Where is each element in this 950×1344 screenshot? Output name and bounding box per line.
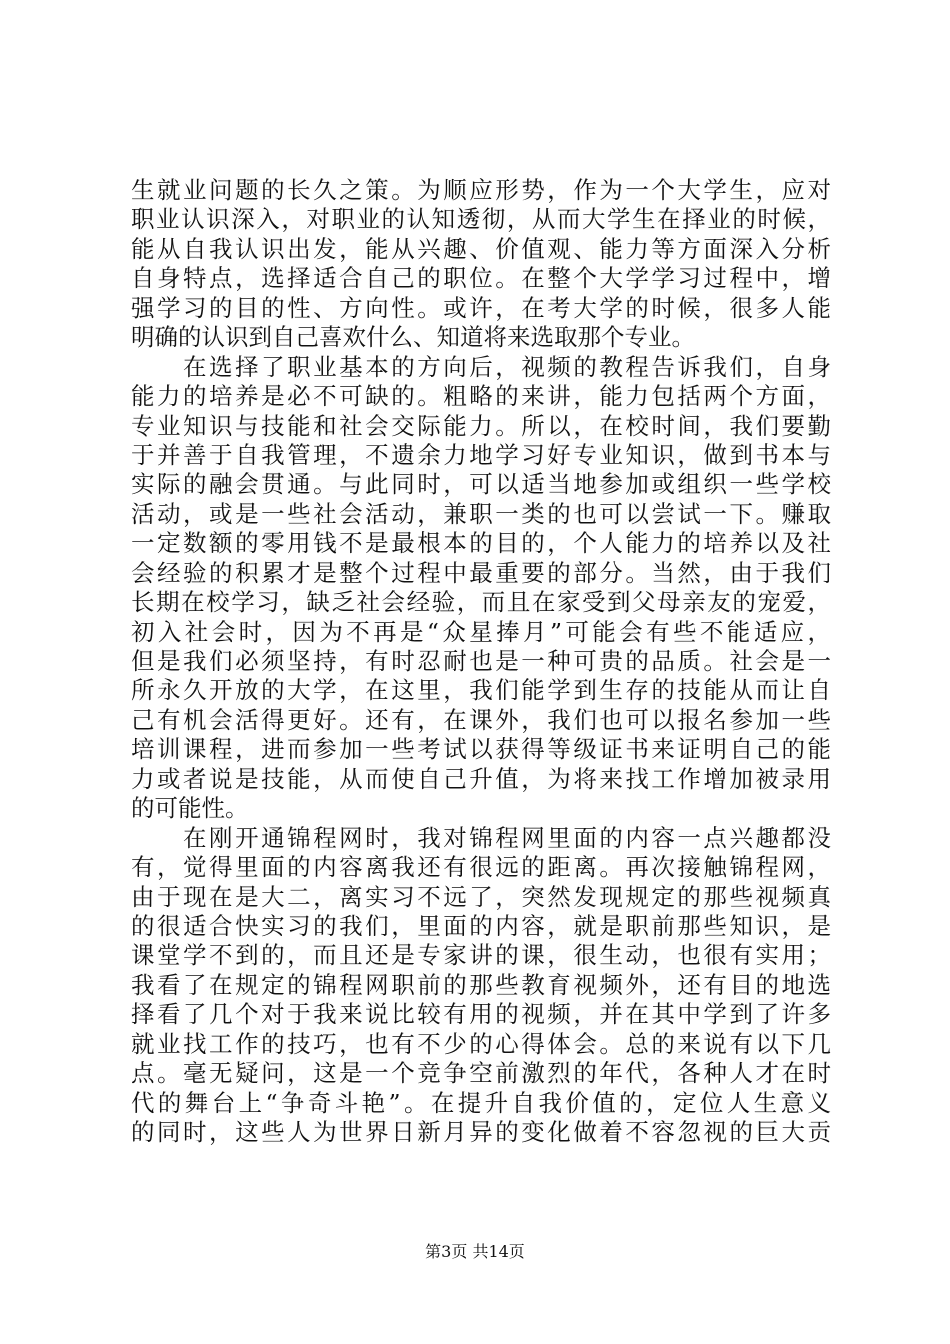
text-line: 代的舞台上“争奇斗艳”。在提升自我价值的，定位人生意义 <box>131 1088 831 1117</box>
text-line: 点。毫无疑问，这是一个竞争空前激烈的年代，各种人才在时 <box>131 1059 831 1088</box>
text-line: 强学习的目的性、方向性。或许，在考大学的时候，很多人能 <box>131 293 831 322</box>
page-number-footer: 第3页 共14页 <box>425 1242 525 1261</box>
text-line: 长期在校学习，缺乏社会经验，而且在家受到父母亲友的宠爱， <box>131 588 831 617</box>
text-line: 力或者说是技能，从而使自己升值，为将来找工作增加被录用 <box>131 764 831 793</box>
text-line: 的同时，这些人为世界日新月异的变化做着不容忽视的巨大贡 <box>131 1118 831 1146</box>
text-line: 课堂学不到的，而且还是专家讲的课，很生动，也很有实用； <box>131 941 831 970</box>
text-line: 职业认识深入，对职业的认知透彻，从而大学生在择业的时候， <box>131 205 831 234</box>
text-line: 择看了几个对于我来说比较有用的视频，并在其中学到了许多 <box>131 1000 831 1029</box>
text-line: 生就业问题的长久之策。为顺应形势，作为一个大学生，应对 <box>131 176 831 204</box>
text-line: 在刚开通锦程网时，我对锦程网里面的内容一点兴趣都没 <box>131 823 831 852</box>
text-line: 所永久开放的大学，在这里，我们能学到生存的技能从而让自 <box>131 676 831 705</box>
text-line: 培训课程，进而参加一些考试以获得等级证书来证明自己的能 <box>131 735 831 764</box>
text-line: 但是我们必须坚持，有时忍耐也是一种可贵的品质。社会是一 <box>131 647 831 675</box>
text-line: 活动，或是一些社会活动，兼职一类的也可以尝试一下。赚取 <box>131 499 831 528</box>
text-line: 能从自我认识出发，能从兴趣、价值观、能力等方面深入分析 <box>131 234 831 263</box>
text-line: 专业知识与技能和社会交际能力。所以，在校时间，我们要勤 <box>131 411 831 440</box>
text-line: 己有机会活得更好。还有，在课外，我们也可以报名参加一些 <box>131 705 831 734</box>
text-line: 初入社会时，因为不再是“众星捧月”可能会有些不能适应， <box>131 617 831 646</box>
text-line: 自身特点，选择适合自己的职位。在整个大学学习过程中，增 <box>131 264 831 293</box>
text-line: 有，觉得里面的内容离我还有很远的距离。再次接触锦程网， <box>131 853 831 882</box>
text-line: 实际的融会贯通。与此同时，可以适当地参加或组织一些学校 <box>131 470 831 499</box>
text-line: 在选择了职业基本的方向后，视频的教程告诉我们，自身 <box>131 352 831 381</box>
text-line: 我看了在规定的锦程网职前的那些教育视频外，还有目的地选 <box>131 970 831 999</box>
text-line: 的很适合快实习的我们，里面的内容，就是职前那些知识，是 <box>131 911 831 940</box>
text-line: 能力的培养是必不可缺的。粗略的来讲，能力包括两个方面， <box>131 382 831 411</box>
text-line: 会经验的积累才是整个过程中最重要的部分。当然，由于我们 <box>131 558 831 587</box>
text-line: 于并善于自我管理，不遗余力地学习好专业知识，做到书本与 <box>131 440 831 469</box>
body-text <box>131 176 831 1147</box>
text-line: 就业找工作的技巧，也有不少的心得体会。总的来说有以下几 <box>131 1029 831 1058</box>
text-line: 明确的认识到自己喜欢什么、知道将来选取那个专业。 <box>131 323 695 352</box>
text-line: 由于现在是大二，离实习不远了，突然发现规定的那些视频真 <box>131 882 831 911</box>
text-line: 一定数额的零用钱不是最根本的目的，个人能力的培养以及社 <box>131 529 831 558</box>
text-line: 的可能性。 <box>131 794 249 823</box>
